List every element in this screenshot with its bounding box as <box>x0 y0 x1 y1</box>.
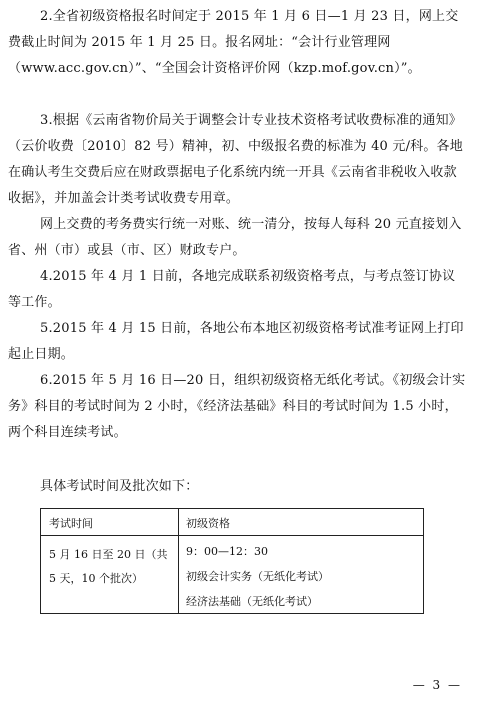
paragraph-exam-site: 4.2015 年 4 月 1 日前，各地完成联系初级资格考点，与考点签订协议等工作。 <box>8 269 456 310</box>
paragraph-table-intro: 具体考试时间及批次如下： <box>40 479 199 494</box>
table-header-row <box>41 509 423 536</box>
table-header-level: 初级资格 <box>186 517 230 530</box>
paragraph-fee-standard: 3.根据《云南省物价局关于调整会计专业技术资格考试收费标准的通知》（云价收费〔2010〕82 号）精神，初、中级报名费的标准为 40 元/科。各地在确认考生交费后应在财政票据电子化系统内统一开具《云南省非税收入收款收据》，并加盖会计类考试收费专用章。 <box>8 113 463 206</box>
table-cell-time: 9：00—12：30 <box>186 545 268 558</box>
paragraph-admission-ticket: 5.2015 年 4 月 15 日前，各地公布本地区初级资格考试准考证网上打印起止日期。 <box>8 321 464 362</box>
table-cell-subject-2: 经济法基础（无纸化考试） <box>186 595 318 608</box>
table-cell-date: 5 月 16 日至 20 日（共 5 天，10 个批次） <box>49 548 168 585</box>
page-number: — 3 — <box>412 678 462 692</box>
table-divider <box>178 509 179 613</box>
paragraph-exam-schedule: 6.2015 年 5 月 16 日—20 日，组织初级资格无纸化考试。《初级会计实务》科目的考试时间为 2 小时，《经济法基础》科目的考试时间为 1.5 小时，两个科目连续考试。 <box>8 373 466 440</box>
exam-schedule-table <box>40 508 424 614</box>
table-header-time: 考试时间 <box>49 517 93 530</box>
paragraph-registration-time: 2.全省初级资格报名时间定于 2015 年 1 月 6 日—1 月 23 日，网上交费截止时间为 2015 年 1 月 25 日。报名网址：“会计行业管理网（www.acc.gov.cn）”、“全国会计资格评价网（kzp.mof.gov.cn）”。 <box>8 9 459 76</box>
paragraph-online-fee: 网上交费的考务费实行统一对账、统一清分，按每人每科 20 元直接划入省、州（市）或县（市、区）财政专户。 <box>8 217 462 258</box>
table-cell-subject-1: 初级会计实务（无纸化考试） <box>186 570 329 583</box>
